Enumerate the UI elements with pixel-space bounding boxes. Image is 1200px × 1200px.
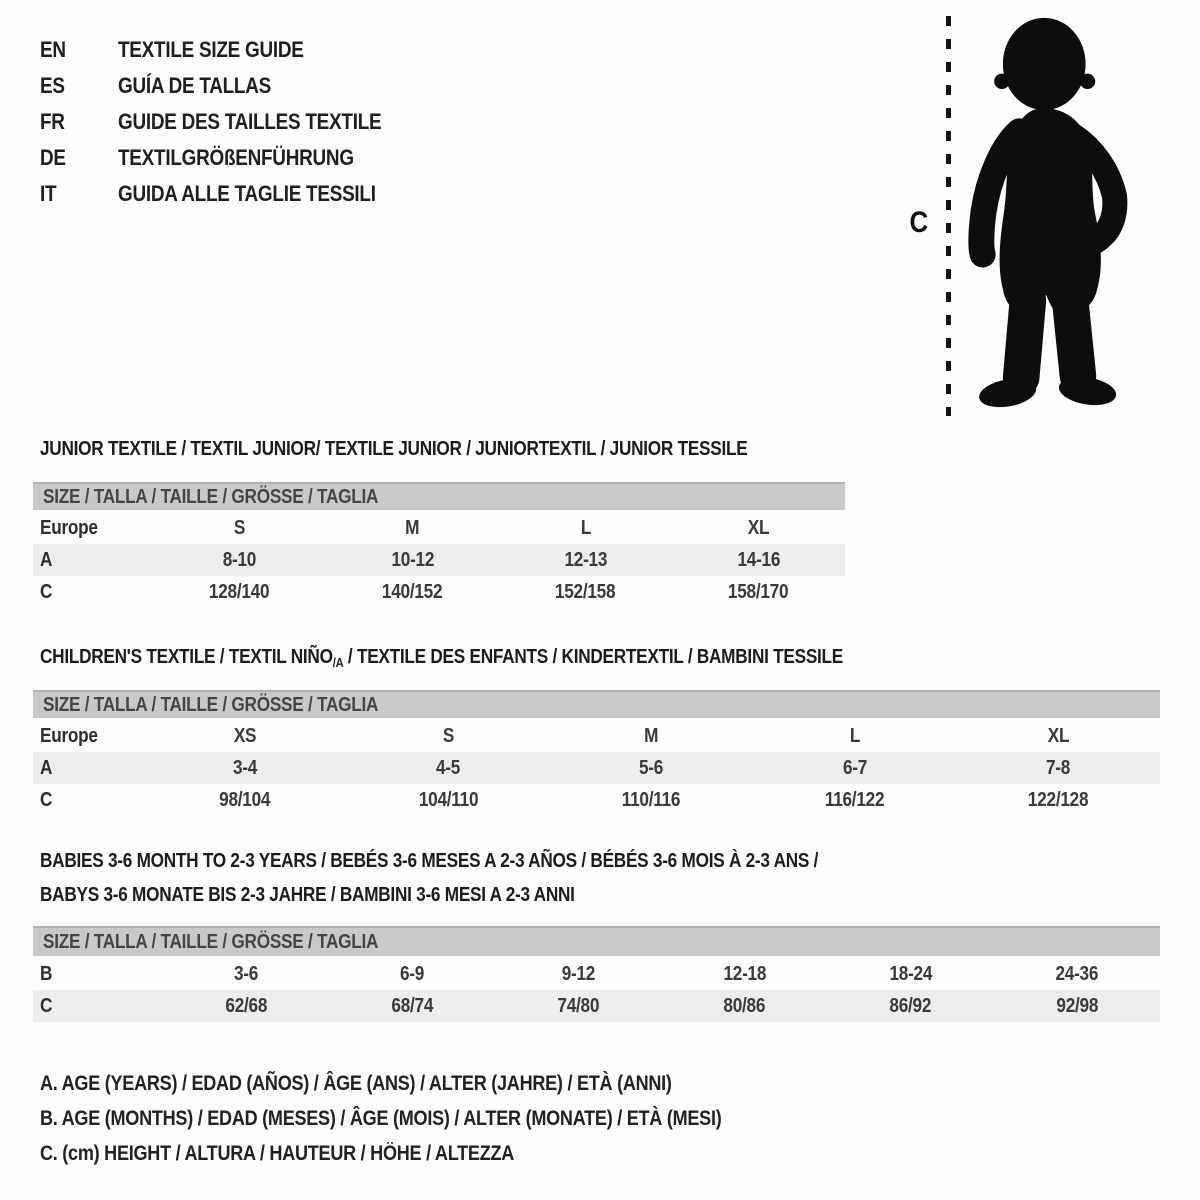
row-label: A [40,756,53,779]
junior-table [33,512,845,608]
table-cell: 24-36 [1055,962,1099,985]
language-row [40,32,424,68]
table-cell: 74/80 [557,994,600,1017]
guide-title: TEXTILE SIZE GUIDE [118,37,304,62]
column-header: Europe [40,724,98,747]
table-cell: 10-12 [391,548,434,571]
table-cell: 18-24 [889,962,933,985]
junior-section-title: JUNIOR TEXTILE / TEXTIL JUNIOR/ TEXTILE JUNIOR / JUNIORTEXTIL / JUNIOR TESSILE [40,438,748,460]
language-row [40,176,424,212]
table-cell: 140/152 [382,580,443,603]
table-cell: 6-7 [842,756,867,779]
column-header: Europe [40,516,98,539]
babies-size-bar: SIZE / TALLA / TAILLE / GRÖSSE / TAGLIA [33,926,1160,956]
column-header: S [233,516,246,539]
table-cell: 80/86 [723,994,766,1017]
junior-row-height [33,576,845,608]
column-header: XL [747,516,770,539]
children-header-row [33,720,1160,752]
table-cell: 8-10 [222,548,257,571]
children-row-age [33,752,1160,784]
footnote-c: C. (cm) HEIGHT / ALTURA / HAUTEUR / HÖHE / ALTEZZA [40,1141,515,1165]
table-cell: 12-18 [723,962,766,985]
row-label: A [40,548,53,571]
guide-title: GUIDE DES TAILLES TEXTILE [118,109,382,134]
guide-title: GUÍA DE TALLAS [118,73,271,98]
table-cell: 3-4 [232,756,257,779]
table-cell: 152/158 [555,580,616,603]
language-row [40,140,424,176]
table-cell: 98/104 [219,788,271,811]
table-cell: 122/128 [1028,788,1089,811]
column-header: L [580,516,591,539]
column-header: S [442,724,454,747]
babies-row-months [33,958,1160,990]
table-cell: 7-8 [1046,756,1071,779]
footnote-b: B. AGE (MONTHS) / EDAD (MESES) / ÂGE (MOIS) / ALTER (MONATE) / ETÀ (MESI) [40,1106,722,1130]
height-measure-dashed-line [946,16,951,416]
table-cell: 116/122 [825,788,885,811]
language-code: ES [40,73,65,98]
table-cell: 62/68 [225,994,267,1017]
babies-row-height [33,990,1160,1022]
row-label: B [40,962,53,985]
column-header: XS [233,724,256,747]
table-cell: 6-9 [400,962,425,985]
guide-title: GUIDA ALLE TAGLIE TESSILI [118,181,376,206]
row-label: C [40,994,53,1017]
column-header: M [644,724,659,747]
junior-size-bar: SIZE / TALLA / TAILLE / GRÖSSE / TAGLIA [33,482,845,510]
language-title-list [40,32,424,212]
table-cell: 14-16 [737,548,780,571]
row-label: C [40,788,53,811]
junior-header-row [33,512,845,544]
footnotes [40,1066,832,1171]
language-row [40,68,424,104]
footnote-a: A. AGE (YEARS) / EDAD (AÑOS) / ÂGE (ANS) / ALTER (JAHRE) / ETÀ (ANNI) [40,1071,672,1095]
table-cell: 5-6 [639,756,664,779]
table-cell: 110/116 [622,788,681,811]
babies-table [33,958,1160,1022]
junior-row-age [33,544,845,576]
height-measure-label: C [909,206,928,239]
language-code: DE [40,145,66,170]
table-cell: 3-6 [234,962,259,985]
column-header: XL [1047,724,1070,747]
column-header: M [405,516,420,539]
table-cell: 158/170 [728,580,789,603]
language-code: EN [40,37,66,62]
toddler-silhouette-figure [962,14,1138,418]
table-cell: 86/92 [889,994,932,1017]
language-code: FR [40,109,65,134]
table-cell: 104/110 [418,788,478,811]
table-cell: 12-13 [564,548,607,571]
guide-title: TEXTILGRÖßENFÜHRUNG [118,145,354,170]
table-cell: 4-5 [436,756,461,779]
children-size-bar: SIZE / TALLA / TAILLE / GRÖSSE / TAGLIA [33,690,1160,718]
table-cell: 92/98 [1056,994,1098,1017]
babies-section-title-line1: BABIES 3-6 MONTH TO 2-3 YEARS / BEBÉS 3-6 MESES A 2-3 AÑOS / BÉBÉS 3-6 MOIS À 2-3 ANS / [40,850,819,872]
table-cell: 128/140 [209,580,270,603]
babies-section-title-line2: BABYS 3-6 MONATE BIS 2-3 JAHRE / BAMBINI 3-6 MESI A 2-3 ANNI [40,884,575,906]
table-cell: 68/74 [391,994,434,1017]
column-header: L [849,724,861,747]
language-row [40,104,424,140]
row-label: C [40,580,53,603]
children-row-height [33,784,1160,816]
children-section-title: CHILDREN'S TEXTILE / TEXTIL $NIÑO_{/A}$ / TEXTILE DES ENFANTS / KINDERTEXTIL / BAMBINI TESSILE [40,646,844,670]
children-table [33,720,1160,816]
table-cell: 9-12 [561,962,596,985]
nino-a-subscript: /A [332,655,344,670]
language-code: IT [40,181,57,206]
